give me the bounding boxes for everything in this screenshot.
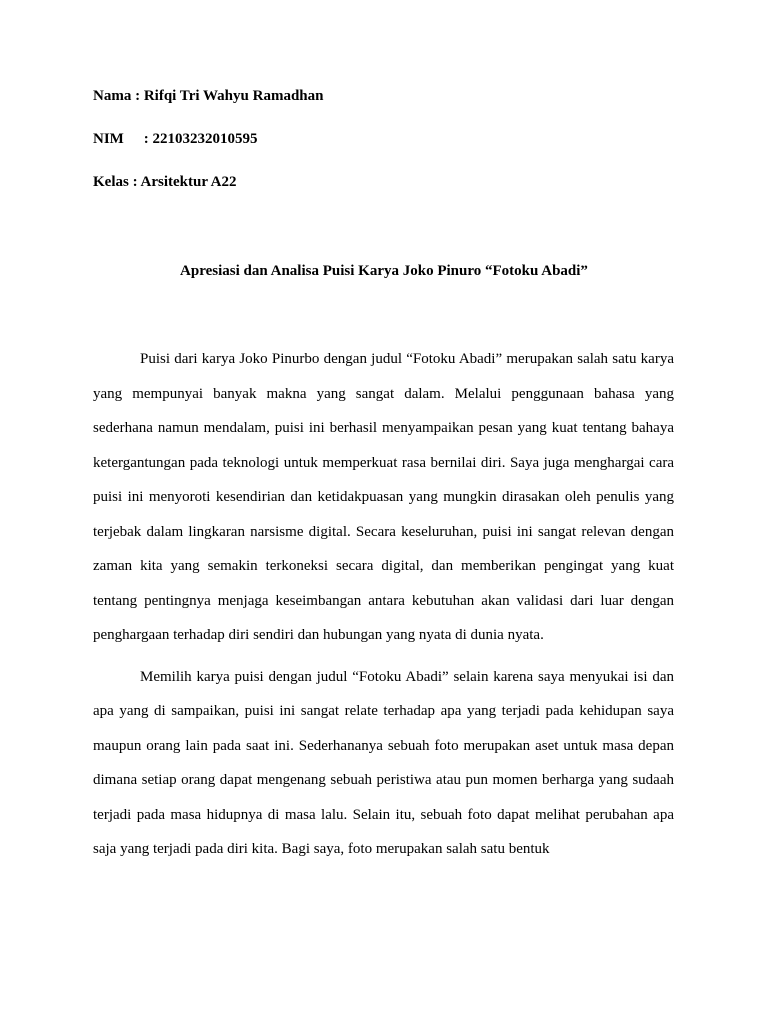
- name-label: Nama: [93, 88, 132, 104]
- document-title: Apresiasi dan Analisa Puisi Karya Joko Pinuro “Fotoku Abadi”: [180, 263, 588, 279]
- nim-label: NIM: [93, 131, 124, 147]
- name-row: [93, 86, 323, 129]
- class-label: Kelas: [93, 174, 129, 190]
- nim-value: : 22103232010595: [143, 131, 258, 147]
- body-text: [93, 342, 674, 874]
- nim-row: [93, 129, 323, 172]
- identity-block: [93, 86, 323, 215]
- class-value: : Arsitektur A22: [132, 174, 237, 190]
- paragraph-1: Puisi dari karya Joko Pinurbo dengan judul “Fotoku Abadi” merupakan salah satu karya yang mempunyai banyak makna yang sangat dalam. Melalui penggunaan bahasa yang sederhana namun mendalam, puisi ini berhasil menyampaikan pesan yang kuat tentang bahaya ketergantungan pada teknologi untuk memperkuat rasa bernilai diri. Saya juga menghargai cara puisi ini menyoroti kesendirian dan ketidakpuasan yang mungkin dirasakan oleh penulis yang terjebak dalam lingkaran narsisme digital. Secara keseluruhan, puisi ini sangat relevan dengan zaman kita yang semakin terkoneksi secara digital, dan memberikan pengingat yang kuat tentang pentingnya menjaga keseimbangan antara kebutuhan akan validasi dari luar dengan penghargaan terhadap diri sendiri dan hubungan yang nyata di dunia nyata.: [93, 351, 674, 643]
- class-row: [93, 172, 323, 215]
- name-value: : Rifqi Tri Wahyu Ramadhan: [135, 88, 324, 104]
- paragraph-2: Memilih karya puisi dengan judul “Fotoku Abadi” selain karena saya menyukai isi dan apa yang di sampaikan, puisi ini sangat relate terhadap apa yang terjadi pada kehidupan saya maupun orang lain pada saat ini. Sederhananya sebuah foto merupakan aset untuk masa depan dimana setiap orang dapat mengenang sebuah peristiwa atau pun momen berharga yang sudaah terjadi pada masa hidupnya di masa lalu. Selain itu, sebuah foto dapat melihat perubahan apa saja yang terjadi pada diri kita. Bagi saya, foto merupakan salah satu bentuk: [93, 668, 674, 857]
